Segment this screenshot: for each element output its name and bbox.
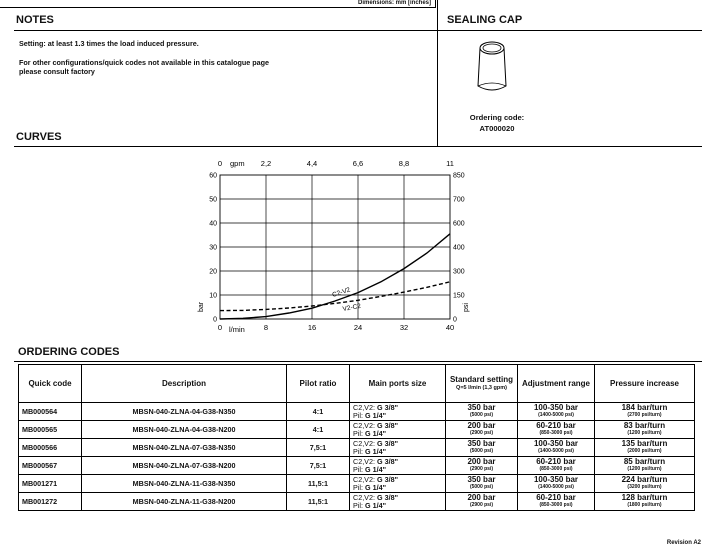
ordering-codes-table [18, 364, 695, 511]
adjustment-bar: 60-210 bar [536, 421, 576, 430]
adjustment-cell [518, 403, 595, 421]
adjustment-cell [518, 475, 595, 493]
pressure-bar: 184 bar/turn [621, 403, 668, 412]
ports-main-size: G 3/8" [376, 421, 398, 430]
y-left-tick-label: 50 [209, 196, 217, 204]
pressure-bar: 85 bar/turn [623, 457, 666, 466]
pressure-psi: (2700 psi/turn) [627, 411, 662, 418]
setting-psi: (2900 psi) [469, 465, 494, 472]
header-description: Description [82, 365, 287, 403]
y-left-tick-label: 30 [209, 244, 217, 252]
dimensions-note: Dimensions: mm [inches] [0, 0, 436, 8]
ports-pil-size: G 1/4" [364, 428, 386, 438]
notes-line-2: For other configurations/quick codes not available in this catalogue page please consult factory [19, 58, 270, 76]
header-quick-code: Quick code [19, 365, 82, 403]
x-top-tick-label: 4,4 [306, 159, 318, 168]
ordering-codes-title: ORDERING CODES [18, 346, 120, 358]
x-top-tick-label: 2,2 [260, 159, 272, 168]
ports-main-label: C2,V2: [353, 457, 377, 466]
ports-pil-size: G 1/4" [364, 464, 386, 474]
description-cell: MBSN-040-ZLNA-04-G38-N200 [82, 421, 287, 439]
y-left-label: bar [198, 301, 205, 312]
table-row [19, 439, 695, 457]
setting-bar: 200 bar [467, 493, 496, 502]
ports-main-label: C2,V2: [353, 403, 377, 412]
pressure-bar: 224 bar/turn [621, 475, 668, 484]
ports-pil-label: Pil: [353, 464, 365, 474]
table-row [19, 475, 695, 493]
pressure-psi: (3200 psi/turn) [627, 483, 662, 490]
pressure-psi: (1200 psi/turn) [627, 429, 662, 436]
setting-bar: 200 bar [467, 421, 496, 430]
x-tick-label: 8 [263, 323, 269, 332]
adjustment-psi: (1400-5000 psi) [538, 447, 574, 454]
quick-code-cell: MB001271 [19, 475, 82, 493]
sealing-cap-icon [470, 38, 514, 98]
ordering-code-value: AT000020 [479, 124, 515, 133]
adjustment-cell [518, 439, 595, 457]
pressure-bar: 83 bar/turn [623, 421, 666, 430]
ports-cell [350, 493, 446, 511]
pilot-ratio-cell: 11,5:1 [287, 475, 350, 493]
ports-cell [350, 457, 446, 475]
ports-pil-label: Pil: [353, 446, 365, 456]
setting-cell [446, 403, 518, 421]
setting-psi: (5000 psi) [469, 411, 494, 418]
setting-psi: (5000 psi) [469, 447, 494, 454]
pressure-cell [595, 475, 695, 493]
x-bottom-unit: l/min [229, 325, 245, 334]
x-top-tick-label: 6,6 [352, 159, 364, 168]
series-label-c2-v2: C2-V2 [331, 286, 352, 299]
y-right-tick-label: 0 [453, 316, 457, 324]
quick-code-cell: MB000564 [19, 403, 82, 421]
ports-main-label: C2,V2: [353, 493, 377, 502]
y-left-tick-label: 0 [213, 316, 217, 324]
adjustment-psi: (850-3000 psi) [539, 501, 573, 508]
x-tick-label: 24 [353, 323, 363, 332]
setting-cell [446, 475, 518, 493]
pressure-flow-chart [180, 152, 500, 338]
header-pressure-increase: Pressure increase [595, 365, 695, 403]
y-left-tick-label: 40 [209, 220, 217, 228]
description-cell: MBSN-040-ZLNA-11-G38-N200 [82, 493, 287, 511]
setting-cell [446, 493, 518, 511]
header-standard-setting-label: Standard setting [449, 374, 514, 384]
description-cell: MBSN-040-ZLNA-11-G38-N350 [82, 475, 287, 493]
series-line-c2-v2 [220, 234, 450, 319]
pressure-cell [595, 439, 695, 457]
ports-pil-size: G 1/4" [364, 446, 386, 456]
ordering-divider [14, 361, 702, 362]
notes-title: NOTES [16, 14, 54, 26]
pressure-cell [595, 457, 695, 475]
adjustment-bar: 60-210 bar [536, 457, 576, 466]
pressure-cell [595, 403, 695, 421]
x-top-tick-label: 8,8 [398, 159, 410, 168]
notes-line-1: Setting: at least 1.3 times the load induced pressure. [19, 39, 199, 48]
ports-pil-label: Pil: [353, 500, 365, 510]
pressure-cell [595, 421, 695, 439]
y-right-tick-label: 150 [453, 292, 465, 300]
adjustment-cell [518, 421, 595, 439]
table-row [19, 403, 695, 421]
y-right-tick-label: 600 [453, 220, 465, 228]
ports-cell [350, 475, 446, 493]
quick-code-cell: MB000565 [19, 421, 82, 439]
ports-main-size: G 3/8" [376, 403, 398, 412]
setting-psi: (2900 psi) [469, 429, 494, 436]
adjustment-psi: (1400-5000 psi) [538, 483, 574, 490]
setting-psi: (2900 psi) [469, 501, 494, 508]
ports-cell [350, 439, 446, 457]
description-cell: MBSN-040-ZLNA-07-G38-N200 [82, 457, 287, 475]
ports-main-size: G 3/8" [376, 439, 398, 448]
pilot-ratio-cell: 4:1 [287, 421, 350, 439]
ports-pil-label: Pil: [353, 482, 365, 492]
adjustment-bar: 100-350 bar [533, 439, 579, 448]
ports-main-size: G 3/8" [376, 493, 398, 502]
y-left-tick-label: 10 [209, 292, 217, 300]
adjustment-psi: (850-3000 psi) [539, 465, 573, 472]
ordering-code-label: Ordering code: [469, 113, 525, 122]
setting-bar: 200 bar [467, 457, 496, 466]
description-cell: MBSN-040-ZLNA-04-G38-N350 [82, 403, 287, 421]
x-tick-label: 0 [217, 323, 223, 332]
pressure-cell [595, 493, 695, 511]
setting-cell [446, 421, 518, 439]
pilot-ratio-cell: 4:1 [287, 403, 350, 421]
header-pilot-ratio: Pilot ratio [287, 365, 350, 403]
y-left-tick-label: 60 [209, 172, 217, 180]
y-right-tick-label: 700 [453, 196, 465, 204]
ports-pil-size: G 1/4" [364, 500, 386, 510]
adjustment-cell [518, 457, 595, 475]
ports-main-size: G 3/8" [376, 457, 398, 466]
adjustment-cell [518, 493, 595, 511]
x-tick-label: 16 [307, 323, 317, 332]
y-right-tick-label: 850 [453, 172, 465, 180]
pressure-bar: 128 bar/turn [621, 493, 668, 502]
sealing-cap-title: SEALING CAP [447, 14, 523, 26]
header-standard-setting [446, 365, 518, 403]
x-top-tick-label: 11 [446, 159, 454, 168]
ports-pil-label: Pil: [353, 410, 365, 420]
pilot-ratio-cell: 11,5:1 [287, 493, 350, 511]
curves-divider [14, 146, 702, 147]
quick-code-cell: MB000567 [19, 457, 82, 475]
header-main-ports: Main ports size [350, 365, 446, 403]
table-row [19, 421, 695, 439]
sealing-cap-divider [437, 30, 702, 31]
adjustment-psi: (1400-5000 psi) [538, 411, 574, 418]
setting-cell [446, 439, 518, 457]
y-left-tick-label: 20 [209, 268, 217, 276]
series-label-v2-c2: V2-C2 [342, 302, 362, 313]
ports-pil-size: G 1/4" [364, 482, 386, 492]
setting-bar: 350 bar [467, 403, 496, 412]
description-cell: MBSN-040-ZLNA-07-G38-N350 [82, 439, 287, 457]
setting-cell [446, 457, 518, 475]
table-row [19, 457, 695, 475]
ports-main-label: C2,V2: [353, 439, 377, 448]
setting-psi: (5000 psi) [469, 483, 494, 490]
adjustment-psi: (850-3000 psi) [539, 429, 573, 436]
y-right-tick-label: 400 [453, 244, 465, 252]
setting-bar: 350 bar [467, 475, 496, 484]
pressure-bar: 135 bar/turn [621, 439, 668, 448]
quick-code-cell: MB001272 [19, 493, 82, 511]
x-tick-label: 40 [445, 323, 455, 332]
adjustment-bar: 100-350 bar [533, 403, 579, 412]
ports-main-size: G 3/8" [376, 475, 398, 484]
header-adjustment-range: Adjustment range [518, 365, 595, 403]
y-right-tick-label: 300 [453, 268, 465, 276]
ports-main-label: C2,V2: [353, 475, 377, 484]
table-row [19, 493, 695, 511]
pressure-psi: (1200 psi/turn) [627, 465, 662, 472]
x-top-tick-label: 0 [217, 159, 223, 168]
ports-cell [350, 421, 446, 439]
pressure-psi: (1800 psi/turn) [627, 501, 662, 508]
ports-cell [350, 403, 446, 421]
pilot-ratio-cell: 7,5:1 [287, 439, 350, 457]
x-top-unit: gpm [230, 159, 245, 168]
pilot-ratio-cell: 7,5:1 [287, 457, 350, 475]
revision-label: Revision A2 [666, 540, 701, 546]
pressure-psi: (2000 psi/turn) [627, 447, 662, 454]
quick-code-cell: MB000566 [19, 439, 82, 457]
curves-title: CURVES [16, 131, 62, 143]
ports-main-label: C2,V2: [353, 421, 377, 430]
notes-divider [14, 30, 438, 31]
header-standard-setting-sub: Q=5 l/min (1,3 gpm) [456, 384, 507, 391]
ports-pil-label: Pil: [353, 428, 365, 438]
y-right-label: psi [463, 303, 470, 312]
setting-bar: 350 bar [467, 439, 496, 448]
x-tick-label: 32 [399, 323, 409, 332]
adjustment-bar: 100-350 bar [533, 475, 579, 484]
ports-pil-size: G 1/4" [364, 410, 386, 420]
adjustment-bar: 60-210 bar [536, 493, 576, 502]
